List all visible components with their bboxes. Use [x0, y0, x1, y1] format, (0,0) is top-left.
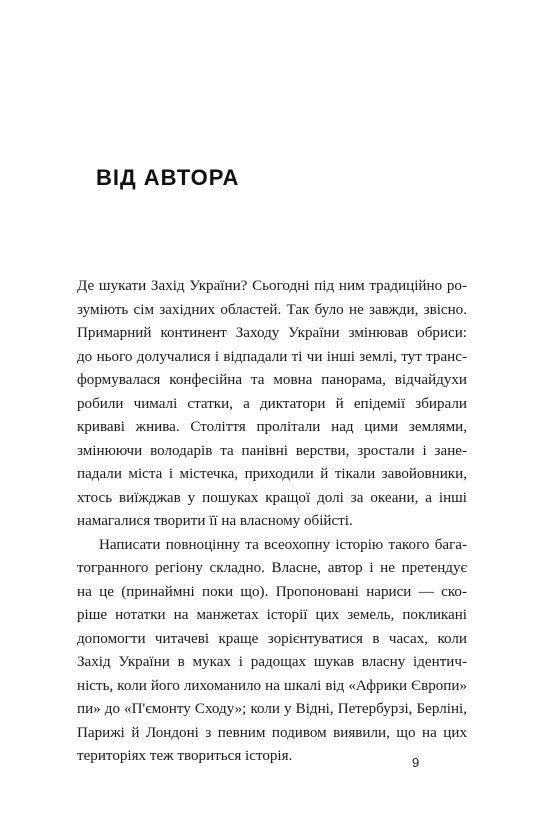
- text-line: до нього долучалися і відпадали ті чи інші землі, тут транс-: [77, 348, 467, 365]
- text-line: тогранного регіону складно. Власне, автор і не претендує: [77, 560, 467, 576]
- text-line: на це (принаймні поки що). Пропоновані нариси — ско-: [77, 583, 467, 600]
- text-line: криваві жнива. Століття пролітали над цими землями,: [77, 419, 467, 435]
- text-line: змінюючи володарів та панівні верстви, зростали і зане-: [77, 442, 467, 459]
- text-line: зуміють сім західних областей. Так було не завжди, звісно.: [77, 301, 467, 318]
- text-line: хтось виїжджав у пошуках кращої долі за океани, а інші: [77, 489, 467, 506]
- text-line: пи» до «П'ємонту Сходу»; коли у Відні, Петербурзі, Берліні,: [77, 701, 467, 717]
- text-line: допомогти читачеві краще зорієнтуватися в часах, коли: [77, 630, 467, 647]
- body-text: [77, 275, 467, 769]
- text-line: Де шукати Захід України? Сьогодні під ним традиційно ро-: [77, 278, 467, 294]
- text-line: намагалися творити її на власному обійсті.: [77, 513, 353, 529]
- text-line: робили чималі статки, а диктатори й епідемії збирали: [77, 395, 467, 412]
- text-line: Примарний континент Заходу України змінював обриси:: [77, 325, 467, 341]
- text-line: Написати повноцінну та всеохопну історію такого бага-: [99, 536, 467, 553]
- text-line: територіях теж твориться історія.: [77, 748, 293, 764]
- text-line: Захід України в муках і радощах шукав власну ідентич-: [77, 654, 467, 670]
- text-line: Парижі й Лондоні з певним подивом виявили, що на цих: [77, 724, 467, 741]
- text-line: ність, коли його лихоманило на шкалі від «Африки Європи»: [77, 677, 467, 694]
- paragraph-2: [77, 534, 467, 769]
- text-line: ріше нотатки на манжетах історії цих земель, покликані: [77, 607, 467, 623]
- paragraph-1: [77, 275, 467, 534]
- text-line: формувалася конфесійна та мовна панорама, відчайдухи: [77, 372, 467, 388]
- page-number: 9: [412, 755, 420, 770]
- text-line: падали міста і містечка, приходили й тікали завойовники,: [77, 466, 467, 482]
- chapter-title: ВІД АВТОРА: [96, 165, 240, 190]
